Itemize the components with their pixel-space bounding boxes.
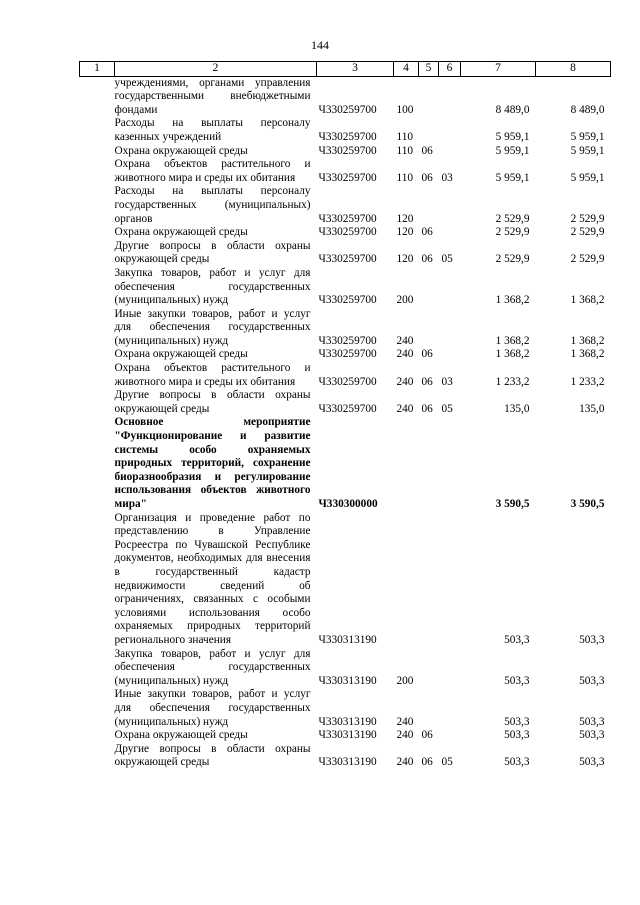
row-description: Охрана окружающей среды: [114, 144, 248, 157]
target-article-code: Ч330259700: [318, 171, 377, 184]
amount-col8: 5 959,1: [570, 171, 605, 184]
table-row: [80, 240, 611, 267]
expense-type-code: 240: [396, 402, 414, 415]
table-row: [80, 308, 611, 349]
subsection-code: 05: [441, 756, 453, 769]
subsection-code: 03: [441, 171, 453, 184]
row-description: учреждениями, органами управления государственными внебюджетными фондами: [114, 76, 311, 116]
table-header-row: [80, 62, 611, 77]
row-description: Расходы на выплаты персоналу государственных (муниципальных) органов: [114, 185, 311, 225]
target-article-code: Ч330259700: [318, 130, 377, 143]
amount-col7: 5 959,1: [495, 144, 530, 157]
expense-type-code: 100: [396, 103, 414, 116]
amount-col8: 5 959,1: [570, 130, 605, 143]
table-row: [80, 185, 611, 226]
expense-type-code: 120: [396, 212, 414, 225]
col1-cell: [80, 512, 115, 648]
table-row: [80, 145, 611, 159]
row-description: Другие вопросы в области охраны окружающей среды: [114, 742, 311, 769]
target-article-code: Ч330313190: [318, 633, 377, 646]
col1-cell: [80, 267, 115, 308]
row-description: Другие вопросы в области охраны окружающей среды: [114, 239, 311, 266]
subsection-code: 05: [441, 253, 453, 266]
amount-col8: 5 959,1: [570, 144, 605, 157]
column-header: 6: [439, 62, 461, 77]
col1-cell: [80, 348, 115, 362]
column-header: 8: [536, 62, 611, 77]
amount-col8: 2 529,9: [570, 226, 605, 239]
table-row: [80, 743, 611, 770]
col1-cell: [80, 76, 115, 117]
amount-col7: 2 529,9: [495, 253, 530, 266]
target-article-code: Ч330259700: [318, 253, 377, 266]
table-row: [80, 362, 611, 389]
target-article-code: Ч330259700: [318, 144, 377, 157]
section-code: 06: [421, 171, 433, 184]
table-row: [80, 158, 611, 185]
row-description: Другие вопросы в области охраны окружающей среды: [114, 389, 311, 415]
section-code: [419, 76, 439, 117]
expense-type-code: 110: [396, 130, 414, 143]
target-article-code: Ч330259700: [318, 334, 377, 347]
target-article-code: Ч330313190: [318, 756, 377, 769]
section-code: [419, 267, 439, 308]
amount-col8: 503,3: [579, 729, 605, 742]
subsection-code: [439, 267, 461, 308]
target-article-code: Ч330259700: [318, 348, 377, 361]
col1-cell: [80, 648, 115, 689]
target-article-code: Ч330259700: [318, 375, 377, 388]
row-description: Охрана окружающей среды: [114, 348, 248, 361]
amount-col8: 2 529,9: [570, 212, 605, 225]
expense-type-code: 240: [396, 375, 414, 388]
subsection-code: 03: [441, 375, 453, 388]
subsection-code: [439, 185, 461, 226]
column-header: 4: [394, 62, 419, 77]
subsection-code: [439, 416, 461, 511]
target-article-code: Ч330259700: [318, 226, 377, 239]
row-description: Закупка товаров, работ и услуг для обеспечения государственных (муниципальных) нужд: [114, 647, 311, 687]
section-code: [419, 117, 439, 144]
subsection-code: [439, 76, 461, 117]
section-code: [419, 688, 439, 729]
amount-col7: 3 590,5: [495, 498, 530, 510]
amount-col7: 1 368,2: [495, 334, 530, 347]
section-code: 06: [421, 402, 433, 415]
subsection-code: [439, 145, 461, 159]
subsection-code: [439, 648, 461, 689]
expense-type-code: 200: [396, 294, 414, 307]
column-header: 7: [461, 62, 536, 77]
col1-cell: [80, 145, 115, 159]
amount-col8: 1 368,2: [570, 334, 605, 347]
target-article-code: Ч330259700: [318, 103, 377, 116]
row-description: Охрана объектов растительного и животного мира и среды их обитания: [114, 158, 311, 184]
expense-type-code: 240: [396, 715, 414, 728]
col1-cell: [80, 185, 115, 226]
table-row: [80, 688, 611, 729]
column-header: 2: [115, 62, 317, 77]
col1-cell: [80, 226, 115, 240]
subsection-code: [439, 512, 461, 648]
subsection-code: [439, 348, 461, 362]
amount-col8: 1 233,2: [570, 375, 605, 388]
amount-col7: 503,3: [504, 756, 530, 769]
table-row: [80, 348, 611, 362]
col1-cell: [80, 117, 115, 144]
budget-table: [79, 61, 611, 770]
table-row: [80, 389, 611, 416]
row-description: Иные закупки товаров, работ и услуг для обеспечения государственных (муниципальных) нужд: [114, 688, 311, 728]
table-row: [80, 267, 611, 308]
amount-col7: 2 529,9: [495, 212, 530, 225]
section-code: [419, 308, 439, 349]
column-header: 5: [419, 62, 439, 77]
col1-cell: [80, 688, 115, 729]
amount-col7: 8 489,0: [495, 103, 530, 116]
amount-col7: 503,3: [504, 715, 530, 728]
row-description: Охрана окружающей среды: [114, 226, 248, 239]
row-description: Основное мероприятие "Функционирование и развитие системы особо охраняемых природных территорий, сохранение биоразнообразия и регулирование использования объектов животного мира": [114, 416, 311, 510]
section-code: 06: [421, 729, 433, 742]
col1-cell: [80, 240, 115, 267]
expense-type-code: [394, 512, 419, 648]
row-description: Организация и проведение работ по представлению в Управление Росреестра по Чувашской Республике документов, необходимых для внесения в государственный кадастр недвижимости сведений об ограничениях, связанных с особыми условиями использования особо охраняемых природных территорий регионального значения: [114, 511, 311, 646]
expense-type-code: 110: [396, 171, 414, 184]
amount-col8: 2 529,9: [570, 253, 605, 266]
amount-col7: 5 959,1: [495, 130, 530, 143]
subsection-code: [439, 729, 461, 743]
row-description: Иные закупки товаров, работ и услуг для обеспечения государственных (муниципальных) нужд: [114, 307, 311, 347]
amount-col7: 1 368,2: [495, 294, 530, 307]
amount-col7: 1 368,2: [495, 348, 530, 361]
column-header: 1: [80, 62, 115, 77]
target-article-code: Ч330313190: [318, 729, 377, 742]
col1-cell: [80, 308, 115, 349]
target-article-code: Ч330313190: [318, 674, 377, 687]
amount-col8: 503,3: [579, 633, 605, 646]
amount-col7: 1 233,2: [495, 375, 530, 388]
section-code: [419, 185, 439, 226]
section-code: [419, 512, 439, 648]
col1-cell: [80, 389, 115, 416]
subsection-code: [439, 226, 461, 240]
table-row: [80, 117, 611, 144]
expense-type-code: 240: [396, 348, 414, 361]
section-code: 06: [421, 253, 433, 266]
amount-col7: 503,3: [504, 633, 530, 646]
col1-cell: [80, 743, 115, 770]
amount-col7: 2 529,9: [495, 226, 530, 239]
row-description: Закупка товаров, работ и услуг для обеспечения государственных (муниципальных) нужд: [114, 266, 311, 307]
amount-col8: 1 368,2: [570, 348, 605, 361]
table-body: [80, 76, 611, 770]
amount-col7: 135,0: [504, 402, 530, 415]
target-article-code: Ч330300000: [318, 498, 378, 510]
section-code: 06: [421, 226, 433, 239]
table-row: [80, 648, 611, 689]
row-description: Охрана окружающей среды: [114, 729, 248, 742]
expense-type-code: 240: [396, 756, 414, 769]
amount-col8: 503,3: [579, 756, 605, 769]
subsection-code: [439, 117, 461, 144]
expense-type-code: 120: [396, 226, 414, 239]
table-row: [80, 512, 611, 648]
subsection-code: 05: [441, 402, 453, 415]
expense-type-code: 240: [396, 334, 414, 347]
target-article-code: Ч330259700: [318, 212, 377, 225]
expense-type-code: 240: [396, 729, 414, 742]
amount-col8: 135,0: [579, 402, 605, 415]
expense-type-code: 200: [396, 674, 414, 687]
col1-cell: [80, 729, 115, 743]
section-code: [419, 648, 439, 689]
col1-cell: [80, 416, 115, 511]
amount-col8: 3 590,5: [570, 498, 605, 510]
subsection-code: [439, 308, 461, 349]
page-number: 144: [311, 38, 329, 52]
expense-type-code: 110: [396, 144, 414, 157]
amount-col8: 1 368,2: [570, 294, 605, 307]
amount-col8: 503,3: [579, 674, 605, 687]
section-code: 06: [421, 144, 433, 157]
subsection-code: [439, 688, 461, 729]
table-row: [80, 729, 611, 743]
row-description: Охрана объектов растительного и животного мира и среды их обитания: [114, 362, 311, 388]
section-code: 06: [421, 756, 433, 769]
table-row: [80, 226, 611, 240]
expense-type-code: [394, 416, 419, 511]
section-code: 06: [421, 348, 433, 361]
amount-col8: 503,3: [579, 715, 605, 728]
amount-col8: 8 489,0: [570, 103, 605, 116]
target-article-code: Ч330259700: [318, 402, 377, 415]
amount-col7: 503,3: [504, 674, 530, 687]
amount-col7: 5 959,1: [495, 171, 530, 184]
table-row: [80, 76, 611, 117]
expense-type-code: 120: [396, 253, 414, 266]
amount-col7: 503,3: [504, 729, 530, 742]
target-article-code: Ч330259700: [318, 294, 377, 307]
col1-cell: [80, 362, 115, 389]
section-code: 06: [421, 375, 433, 388]
row-description: Расходы на выплаты персоналу казенных учреждений: [114, 117, 311, 143]
column-header: 3: [317, 62, 394, 77]
target-article-code: Ч330313190: [318, 715, 377, 728]
table-row: [80, 416, 611, 511]
col1-cell: [80, 158, 115, 185]
section-code: [419, 416, 439, 511]
